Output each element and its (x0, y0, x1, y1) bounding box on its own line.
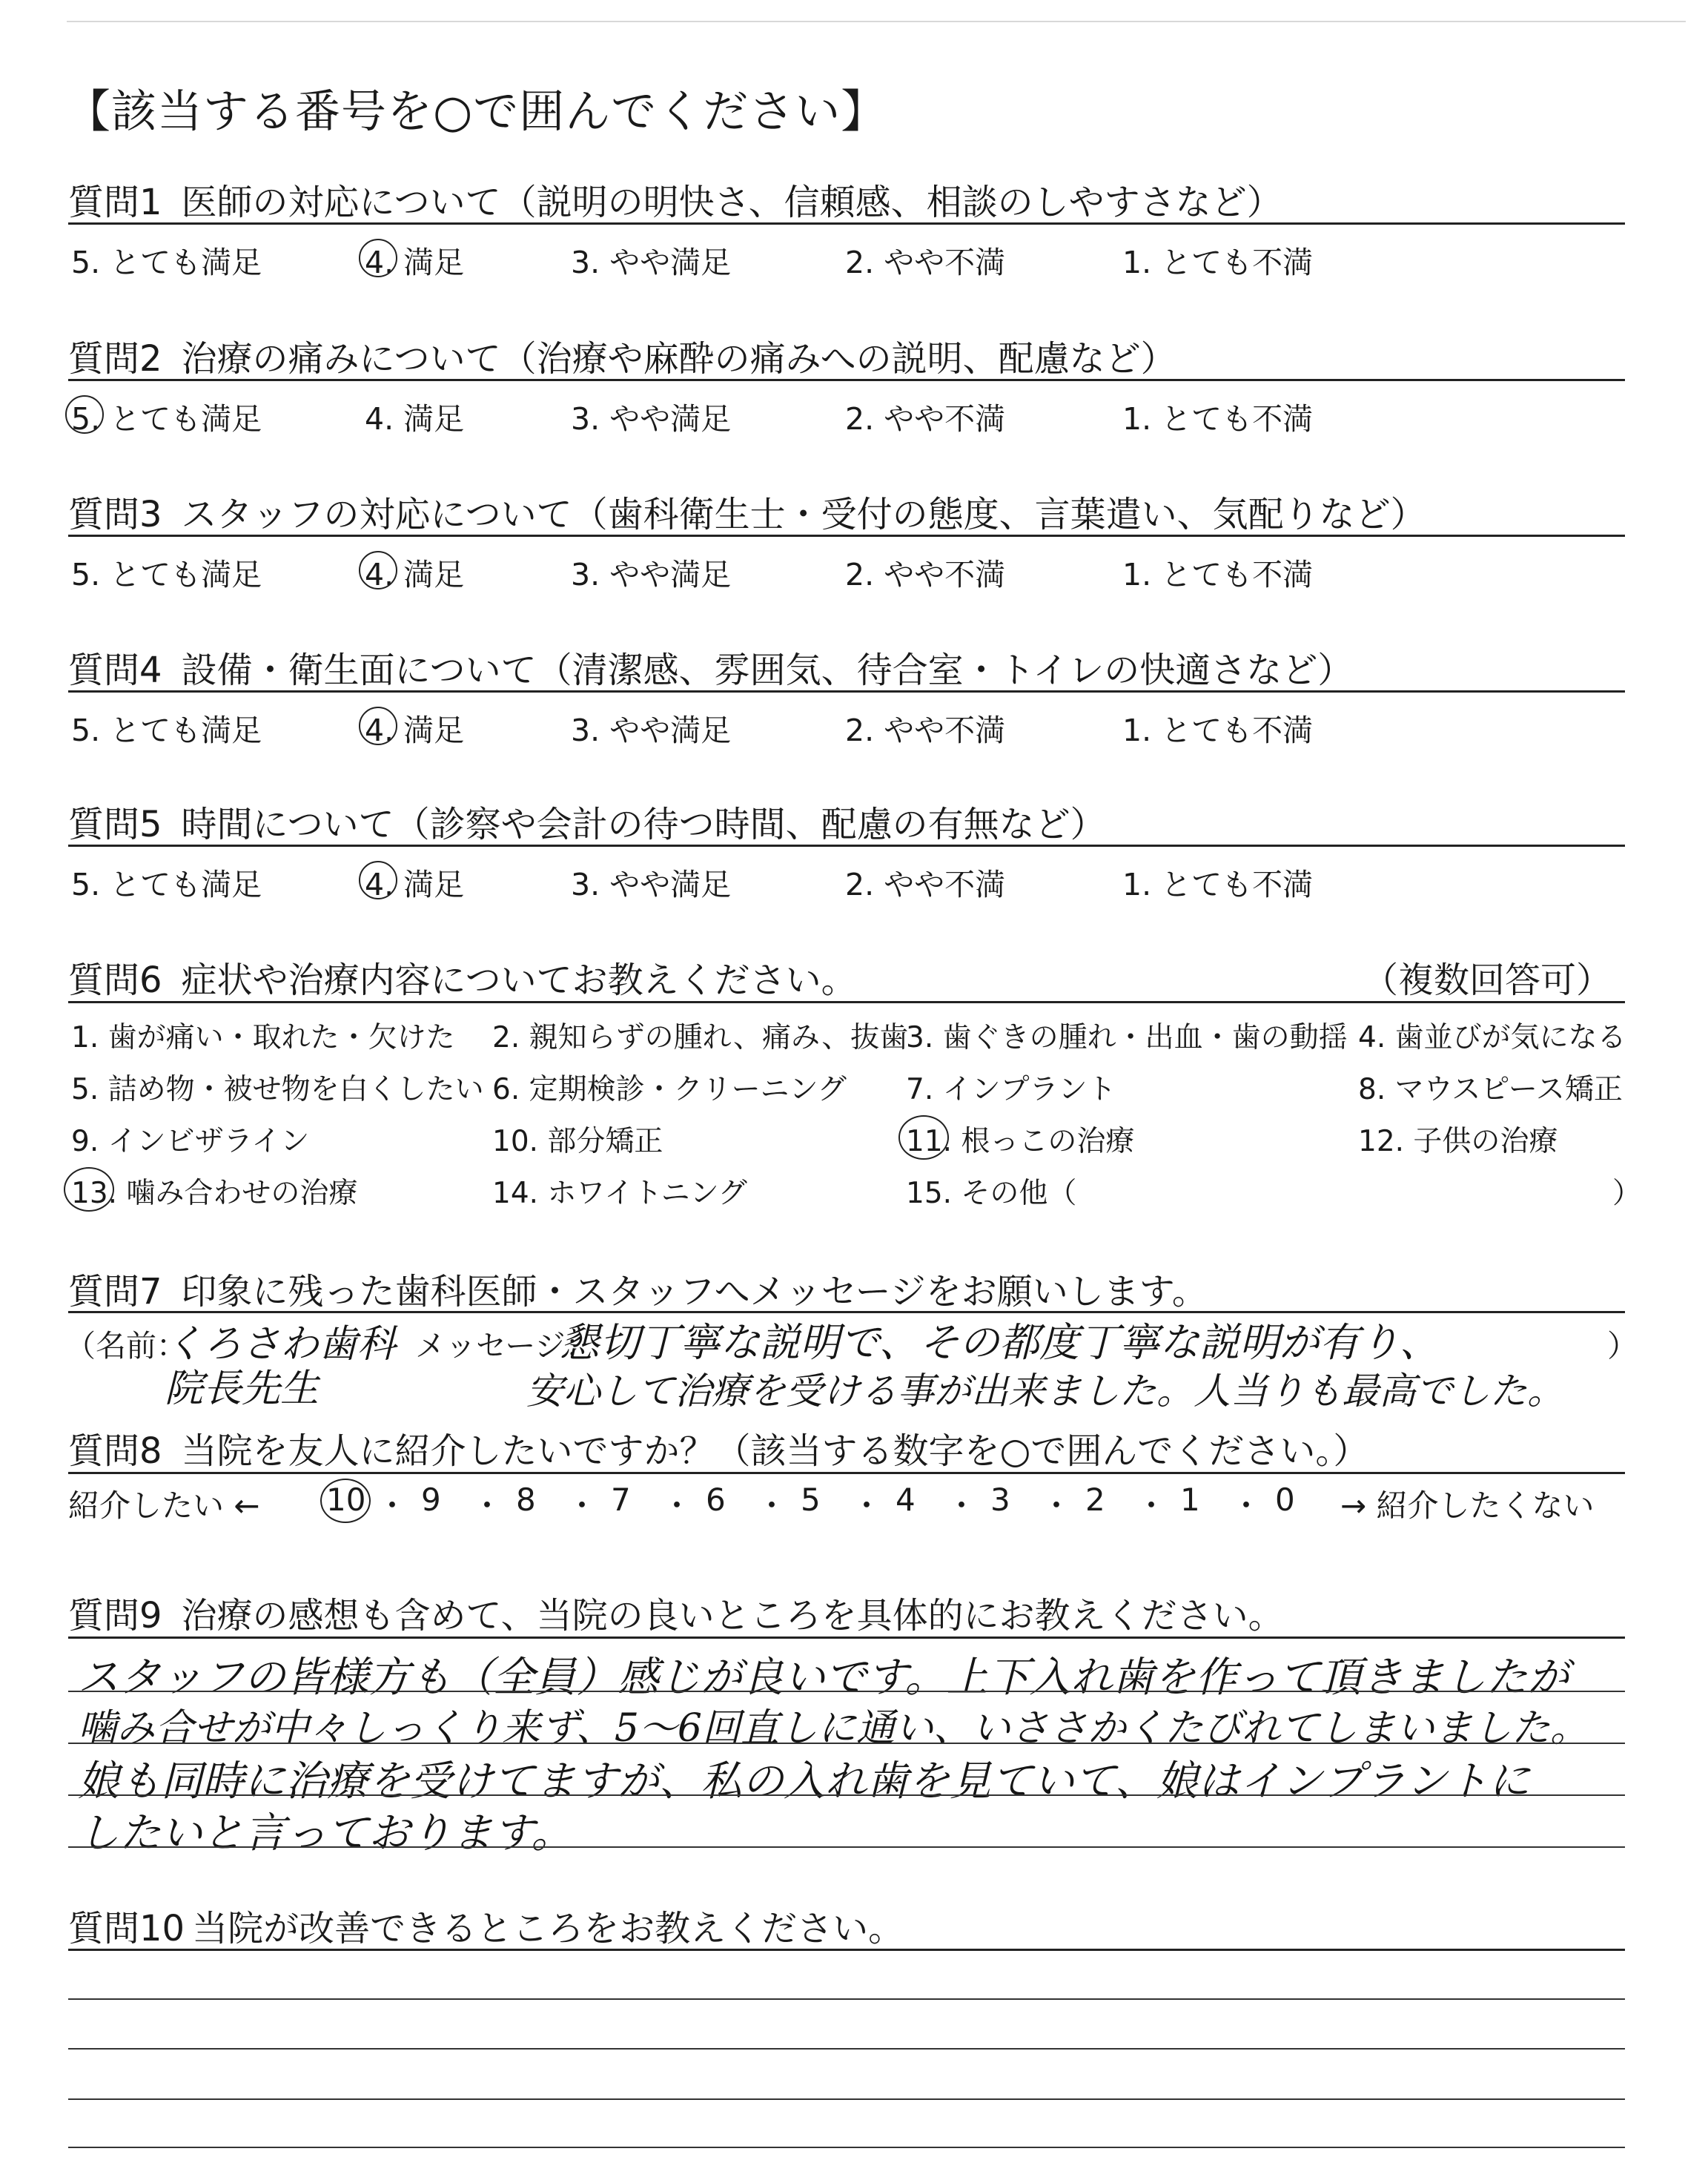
q3-option-3[interactable]: 3. やや満足 (571, 557, 732, 592)
q7-close-paren: ） (1607, 1328, 1638, 1364)
q1-selection-circle (359, 239, 397, 277)
q8-scale-3[interactable]: 3 (990, 1482, 1010, 1518)
q4-number: 質問4 (68, 650, 162, 691)
q7-message-handwritten-2: 安心して治療を受ける事が出来ました。人当りも最高でした。 (526, 1370, 1564, 1413)
q10-answer-line (68, 2147, 1625, 2148)
q8-rule (68, 1472, 1625, 1474)
q2-rule (68, 379, 1625, 381)
q3-rule (68, 535, 1625, 537)
q6-item-2[interactable]: 2. 親知らずの腫れ、痛み、抜歯 (492, 1021, 909, 1054)
q9-answer-line-text: 娘も同時に治療を受けてますが、私の入れ歯を見ていて、娘はインプラントに (78, 1757, 1530, 1806)
q6-item-5[interactable]: 5. 詰め物・被せ物を白くしたい (71, 1073, 484, 1106)
q1-option-1[interactable]: 1. とても不満 (1122, 245, 1314, 280)
q9-heading (68, 1587, 1284, 1638)
q3-option-4[interactable]: 4. 満足 (365, 557, 465, 592)
q6-item-14[interactable]: 14. ホワイトニング (492, 1177, 747, 1210)
q8-scale-4[interactable]: 4 (896, 1482, 916, 1518)
top-border (67, 21, 1686, 22)
q6-item-4[interactable]: 4. 歯並びが気になる (1358, 1021, 1626, 1054)
q4-rule (68, 690, 1625, 693)
q6-item-13[interactable]: 13. 噛み合わせの治療 (71, 1177, 358, 1210)
form-header: 【該当する番号を○で囲んでください】 (65, 85, 887, 138)
q7-heading (68, 1263, 1208, 1314)
q8-scale-9[interactable]: 9 (421, 1482, 441, 1518)
q1-text: 医師の対応について（説明の明快さ、信頼感、相談のしやすさなど） (181, 182, 1282, 223)
q10-answer-line (68, 1998, 1625, 2000)
q10-heading (68, 1900, 904, 1951)
q6-selection-circle (64, 1167, 114, 1212)
q5-rule (68, 845, 1625, 847)
q7-name-label: （名前： (65, 1328, 187, 1364)
q6-item-9[interactable]: 9. インビザライン (71, 1125, 310, 1158)
q7-name-handwritten-1: くろさわ歯科 (165, 1322, 397, 1367)
q6-item-6[interactable]: 6. 定期検診・クリーニング (492, 1073, 847, 1106)
q5-number: 質問5 (68, 804, 162, 845)
q2-option-3[interactable]: 3. やや満足 (571, 401, 732, 437)
q6-item-15[interactable]: 15. その他（ (906, 1177, 1077, 1210)
q8-scale-separator: ・ (1136, 1487, 1168, 1524)
q4-option-2[interactable]: 2. やや不満 (845, 713, 1006, 748)
q10-answer-line (68, 2048, 1625, 2050)
q3-number: 質問3 (68, 494, 162, 535)
q3-heading (68, 486, 1426, 537)
q6-item-1[interactable]: 1. 歯が痛い・取れた・欠けた (71, 1021, 455, 1054)
q5-option-2[interactable]: 2. やや不満 (845, 867, 1006, 902)
q10-text: 当院が改善できるところをお教えください。 (192, 1908, 904, 1949)
q8-scale-2[interactable]: 2 (1085, 1482, 1105, 1518)
q9-number: 質問9 (68, 1595, 162, 1636)
q7-text: 印象に残った歯科医師・スタッフへメッセージをお願いします。 (181, 1271, 1208, 1312)
q6-item-10[interactable]: 10. 部分矯正 (492, 1125, 663, 1158)
q9-answer-line (68, 1691, 1625, 1692)
q9-answer-line (68, 1846, 1625, 1848)
q2-number: 質問2 (68, 338, 162, 380)
q6-rule (68, 1001, 1625, 1003)
q9-answer-line-text: したいと言っております。 (78, 1809, 573, 1857)
q1-number: 質問1 (68, 182, 162, 223)
q2-text: 治療の痛みについて（治療や麻酔の痛みへの説明、配慮など） (181, 338, 1176, 380)
q6-selection-circle (898, 1115, 949, 1160)
q6-item-3[interactable]: 3. 歯ぐきの腫れ・出血・歯の動揺 (906, 1021, 1348, 1054)
q8-scale-separator: ・ (946, 1487, 978, 1524)
q6-note: （複数回答可） (1363, 960, 1612, 1001)
q7-message-handwritten-1: 懇切丁寧な説明で、その都度丁寧な説明が有り、 (560, 1319, 1440, 1366)
q3-text: スタッフの対応について（歯科衛生士・受付の態度、言葉遣い、気配りなど） (181, 494, 1426, 535)
q1-option-2[interactable]: 2. やや不満 (845, 245, 1006, 280)
q5-option-4[interactable]: 4. 満足 (365, 867, 465, 902)
q4-heading (68, 641, 1353, 693)
q4-option-3[interactable]: 3. やや満足 (571, 713, 732, 748)
q8-scale-separator: ・ (566, 1487, 598, 1524)
q9-answer-line-text: スタッフの皆様方も（全員）感じが良いです。上下入れ歯を作って頂きましたが (78, 1654, 1569, 1702)
q8-scale-separator: ・ (661, 1487, 693, 1524)
q8-text: 当院を友人に紹介したいですか？（該当する数字を○で囲んでください。） (181, 1430, 1369, 1472)
q4-selection-circle (359, 707, 397, 745)
q8-scale-separator: ・ (1041, 1487, 1073, 1524)
q9-text: 治療の感想も含めて、当院の良いところを具体的にお教えください。 (181, 1595, 1284, 1636)
q5-option-3[interactable]: 3. やや満足 (571, 867, 732, 902)
q4-text: 設備・衛生面について（清潔感、雰囲気、待合室・トイレの快適さなど） (181, 650, 1354, 691)
q8-scale-separator: ・ (377, 1487, 408, 1524)
q8-scale-separator: ・ (471, 1487, 503, 1524)
q7-message-label: メッセージ： (415, 1328, 596, 1364)
q4-option-1[interactable]: 1. とても不満 (1122, 713, 1314, 748)
q8-scale-separator: ・ (756, 1487, 788, 1524)
q9-rule (68, 1636, 1625, 1639)
q8-selection-circle (320, 1479, 371, 1523)
q2-option-4[interactable]: 4. 満足 (365, 401, 465, 437)
q8-scale-separator: ・ (851, 1487, 883, 1524)
q8-number: 質問8 (68, 1430, 162, 1472)
q8-scale-1[interactable]: 1 (1180, 1482, 1200, 1518)
q7-name-handwritten-2: 院長先生 (165, 1367, 320, 1411)
q9-answer-line-text: 噛み合せが中々しっくり来ず、5〜6回直しに通い、いささかくたびれてしまいました。 (78, 1706, 1589, 1751)
q8-scale-8[interactable]: 8 (516, 1482, 536, 1518)
q6-item-12[interactable]: 12. 子供の治療 (1358, 1125, 1558, 1158)
q1-option-5[interactable]: 5. とても満足 (71, 245, 262, 280)
q3-option-1[interactable]: 1. とても不満 (1122, 557, 1314, 592)
q4-option-4[interactable]: 4. 満足 (365, 713, 465, 748)
q10-number: 質問10 (68, 1908, 185, 1949)
q7-number: 質問7 (68, 1271, 162, 1312)
q10-answer-line (68, 2098, 1625, 2100)
q1-heading (68, 174, 1282, 225)
q2-option-1[interactable]: 1. とても不満 (1122, 401, 1314, 437)
q9-answer-line (68, 1743, 1625, 1744)
q2-option-2[interactable]: 2. やや不満 (845, 401, 1006, 437)
q6-number: 質問6 (68, 960, 162, 1001)
q2-selection-circle (65, 395, 104, 434)
q9-answer-line (68, 1794, 1625, 1796)
q8-right-label: → 紹介したくない (1340, 1487, 1595, 1524)
q5-selection-circle (359, 861, 397, 899)
q6-heading (68, 951, 857, 1003)
q6-text: 症状や治療内容についてお教えください。 (181, 960, 857, 1001)
q10-rule (68, 1949, 1625, 1951)
q1-option-3[interactable]: 3. やや満足 (571, 245, 732, 280)
q8-left-label: 紹介したい ← (68, 1487, 260, 1524)
q2-heading (68, 330, 1176, 381)
q6-item-16[interactable]: ） (1612, 1177, 1642, 1210)
q4-option-5[interactable]: 5. とても満足 (71, 713, 262, 748)
q8-scale-0[interactable]: 0 (1275, 1482, 1295, 1518)
q5-option-5[interactable]: 5. とても満足 (71, 867, 262, 902)
q8-scale-7[interactable]: 7 (611, 1482, 631, 1518)
q8-scale-separator: ・ (1231, 1487, 1262, 1524)
q5-text: 時間について（診察や会計の待つ時間、配慮の有無など） (181, 804, 1106, 845)
q1-rule (68, 222, 1625, 225)
q6-item-7[interactable]: 7. インプラント (906, 1073, 1116, 1106)
q1-option-4[interactable]: 4. 満足 (365, 245, 465, 280)
q5-heading (68, 796, 1106, 847)
q3-option-5[interactable]: 5. とても満足 (71, 557, 262, 592)
q5-option-1[interactable]: 1. とても不満 (1122, 867, 1314, 902)
q6-item-8[interactable]: 8. マウスピース矯正 (1358, 1073, 1623, 1106)
q8-scale-5[interactable]: 5 (801, 1482, 821, 1518)
q3-option-2[interactable]: 2. やや不満 (845, 557, 1006, 592)
q2-option-5[interactable]: 5. とても満足 (71, 401, 262, 437)
q3-selection-circle (359, 551, 397, 589)
q8-heading (68, 1422, 1368, 1473)
q8-scale-6[interactable]: 6 (706, 1482, 726, 1518)
q8-scale-10[interactable]: 10 (326, 1482, 366, 1518)
q6-item-11[interactable]: 11. 根っこの治療 (906, 1125, 1135, 1158)
